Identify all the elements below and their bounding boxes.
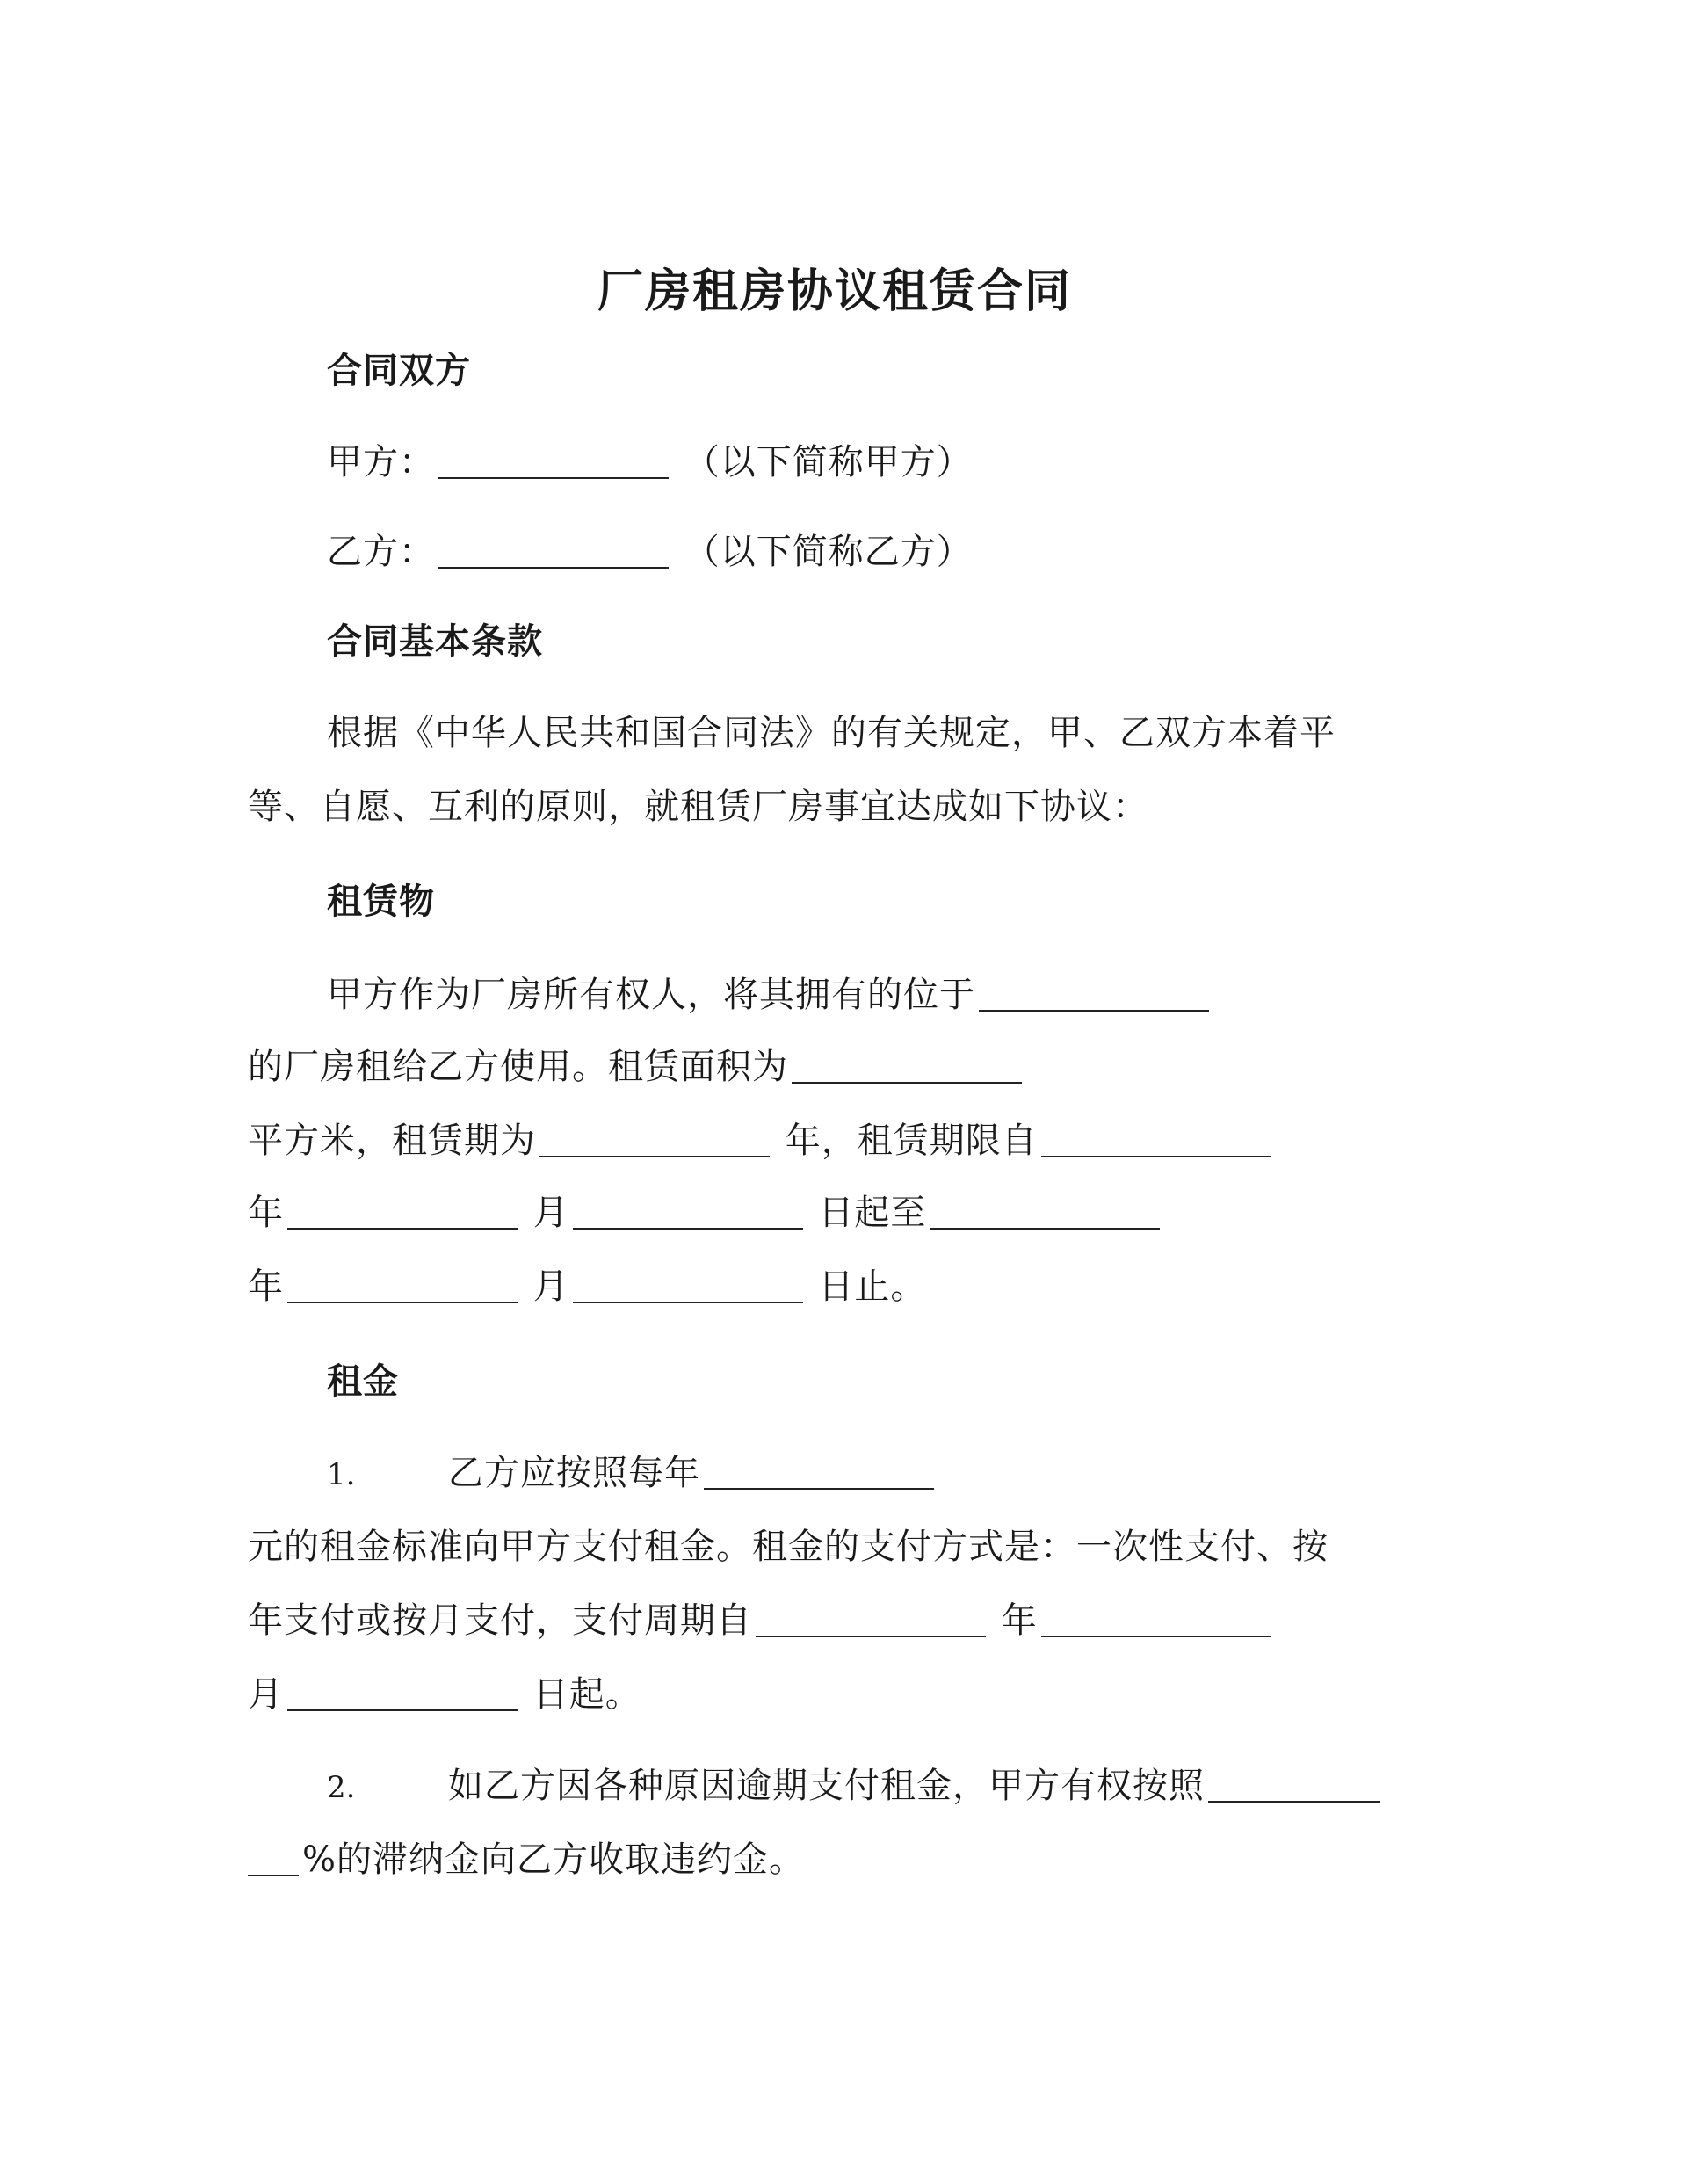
rent-cycle-year-text: 年 — [1001, 1600, 1038, 1641]
rent-cycle-year-blank[interactable] — [756, 1600, 986, 1637]
rent-item-1-text: 乙方应按照每年 — [448, 1453, 700, 1493]
rent-cycle-text: 年支付或按月支付，支付周期自 — [248, 1600, 752, 1641]
rent-item-2-number: 2. — [327, 1770, 356, 1805]
rent-item-1-line-3 — [248, 1600, 1275, 1642]
document-title: 厂房租房协议租赁合同 — [597, 265, 1073, 318]
lease-area-blank[interactable] — [792, 1047, 1022, 1084]
rent-amount-blank[interactable] — [704, 1453, 934, 1490]
party-b-label: 乙方： — [327, 532, 435, 572]
rent-item-2-text-2: %的滞纳金向乙方收取违约金。 — [302, 1839, 806, 1880]
party-a-line — [327, 441, 973, 483]
intro-line-2: 等、自愿、互利的原则，就租赁厂房事宜达成如下协议： — [248, 787, 1148, 827]
party-b-note: （以下简称乙方） — [684, 532, 973, 572]
rent-item-2-text: 如乙方因各种原因逾期支付租金，甲方有权按照 — [448, 1766, 1205, 1806]
lease-line-1 — [327, 974, 1213, 1016]
rent-cycle-month-text: 月 — [248, 1674, 284, 1715]
section-heading-rent: 租金 — [327, 1360, 399, 1402]
late-fee-rate-blank-cont[interactable] — [248, 1839, 299, 1876]
lease-term-years-blank[interactable] — [539, 1121, 770, 1157]
lease-line-3 — [248, 1120, 1275, 1162]
lease-end-day-blank[interactable] — [573, 1266, 803, 1303]
section-heading-lease-object: 租赁物 — [327, 881, 435, 922]
rent-item-2-line-1 — [327, 1765, 1384, 1809]
rent-cycle-month-blank[interactable] — [1041, 1600, 1271, 1637]
rent-item-1-number: 1. — [327, 1457, 356, 1492]
rent-item-1-line-2: 元的租金标准向甲方支付租金。租金的支付方式是：一次性支付、按 — [248, 1527, 1329, 1567]
rent-item-1-line-1 — [327, 1452, 938, 1496]
lease-end-month-blank[interactable] — [287, 1266, 518, 1303]
lease-start-year-text: 年 — [248, 1193, 284, 1233]
lease-end-year-blank[interactable] — [930, 1193, 1160, 1230]
lease-start-month-blank[interactable] — [287, 1193, 518, 1230]
lease-term-text: 平方米，租赁期为 — [248, 1121, 536, 1161]
lease-end-year-text: 年 — [248, 1266, 284, 1307]
party-a-note: （以下简称甲方） — [684, 442, 973, 483]
lease-start-year-blank[interactable] — [1041, 1121, 1271, 1157]
lease-area-text: 的厂房租给乙方使用。租赁面积为 — [248, 1047, 788, 1087]
lease-start-day-text: 日起至 — [818, 1193, 927, 1233]
rent-cycle-day-blank[interactable] — [287, 1674, 518, 1711]
lease-start-day-blank[interactable] — [573, 1193, 803, 1230]
intro-line-1: 根据《中华人民共和国合同法》的有关规定，甲、乙双方本着平 — [327, 713, 1336, 753]
party-b-line — [327, 531, 973, 573]
rent-item-2-line-2 — [248, 1839, 805, 1881]
lease-location-blank[interactable] — [979, 975, 1209, 1012]
late-fee-rate-blank[interactable] — [1208, 1766, 1380, 1803]
lease-line-4 — [248, 1192, 1163, 1234]
section-heading-basic-terms: 合同基本条款 — [327, 620, 543, 662]
party-a-label: 甲方： — [327, 442, 435, 483]
lease-line-2 — [248, 1046, 1025, 1088]
rent-cycle-day-text: 日起。 — [532, 1674, 641, 1715]
rent-item-1-line-4 — [248, 1673, 641, 1716]
lease-location-text: 甲方作为厂房所有权人，将其拥有的位于 — [327, 975, 975, 1015]
lease-end-day-text: 日止。 — [818, 1266, 927, 1307]
section-heading-parties: 合同双方 — [327, 350, 471, 391]
party-b-blank[interactable] — [438, 532, 669, 569]
lease-line-5 — [248, 1266, 926, 1308]
party-a-blank[interactable] — [438, 442, 669, 479]
lease-end-month-text: 月 — [532, 1266, 569, 1307]
lease-start-month-text: 月 — [532, 1193, 569, 1233]
lease-term-from-text: 年，租赁期限自 — [785, 1121, 1038, 1161]
